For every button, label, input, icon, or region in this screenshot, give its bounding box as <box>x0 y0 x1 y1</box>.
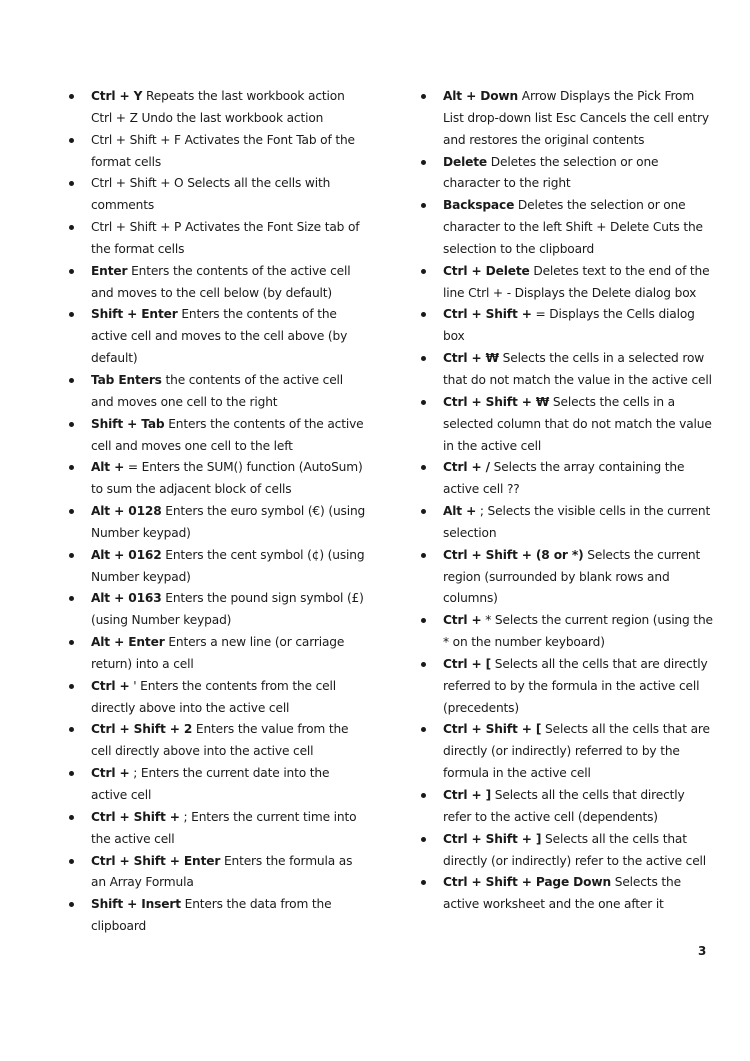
shortcut-description: the contents of the active cell and moves one cell to the right <box>91 372 344 409</box>
bullet-icon <box>69 859 74 864</box>
bullet-icon <box>421 203 426 208</box>
shortcut-key: Ctrl + Shift + 2 <box>91 722 193 737</box>
shortcut-description: Deletes text to the end of the line Ctrl + - Displays the Delete dialog box <box>443 263 710 300</box>
bullet-icon <box>69 684 74 689</box>
bullet-icon <box>421 618 426 623</box>
bullet-icon <box>69 94 74 99</box>
bullet-icon <box>421 793 426 798</box>
bullet-icon <box>421 662 426 667</box>
bullet-icon <box>421 94 426 99</box>
bullet-icon <box>69 422 74 427</box>
bullet-icon <box>421 727 426 732</box>
shortcut-description: Selects all the cells that directly refer to the active cell (dependents) <box>443 788 685 824</box>
list-item <box>91 763 366 807</box>
list-item <box>443 195 715 261</box>
shortcut-description: ' Enters the contents from the cell directly above into the active cell <box>91 678 336 715</box>
shortcut-key: Alt + <box>443 504 477 519</box>
bullet-icon <box>421 312 426 317</box>
shortcut-description: Enters the formula as an Array Formula <box>91 853 353 890</box>
list-item <box>91 588 366 632</box>
shortcut-list-left <box>91 86 366 938</box>
shortcut-list-right <box>443 86 715 916</box>
list-item <box>91 130 366 174</box>
list-item <box>91 86 366 130</box>
bullet-icon <box>69 509 74 514</box>
bullet-icon <box>421 400 426 405</box>
list-item <box>91 217 366 261</box>
list-item <box>91 807 366 851</box>
list-item <box>443 785 715 829</box>
shortcut-description: ; Selects the visible cells in the current selection <box>443 504 711 540</box>
list-item <box>443 392 715 458</box>
list-item <box>443 872 715 916</box>
shortcut-description: Enters the contents of the active cell and moves to the cell below (by default) <box>91 263 351 300</box>
shortcut-description: Enters the cent symbol (¢) (using Number keypad) <box>91 547 365 584</box>
shortcut-description: Enters the data from the clipboard <box>91 897 332 934</box>
list-item <box>443 654 715 720</box>
shortcut-key: Ctrl + Shift + <box>443 307 532 322</box>
shortcut-description: Enters the value from the cell directly above into the active cell <box>91 722 349 759</box>
shortcut-description: = Enters the SUM() function (AutoSum) to sum the adjacent block of cells <box>91 460 363 497</box>
shortcut-key: Alt + Down <box>443 89 519 103</box>
shortcut-key: Enter <box>91 263 128 278</box>
list-item <box>443 610 715 654</box>
list-item <box>443 545 715 611</box>
list-item <box>91 501 366 545</box>
list-item <box>91 545 366 589</box>
list-item <box>443 457 715 501</box>
bullet-icon <box>421 880 426 885</box>
list-item <box>91 457 366 501</box>
shortcut-description: Selects all the cells that are directly (or indirectly) referred to by the formula in the active cell <box>443 722 710 781</box>
bullet-icon <box>69 181 74 186</box>
shortcut-description: Enters the euro symbol (€) (using Number keypad) <box>91 504 366 540</box>
list-item <box>91 173 366 217</box>
shortcut-description: Selects all the cells that are directly referred to by the formula in the active cell (precedents) <box>443 656 708 715</box>
shortcut-description: Enters the contents of the active cell and moves one cell to the left <box>91 416 364 453</box>
bullet-icon <box>69 465 74 470</box>
list-item <box>91 414 366 458</box>
shortcut-key: Ctrl + / <box>443 460 490 475</box>
bullet-icon <box>421 837 426 842</box>
shortcut-key: Ctrl + Shift + Enter <box>91 853 221 868</box>
shortcut-key: Ctrl + <box>443 613 482 628</box>
shortcut-key: Shift + Tab <box>91 416 165 431</box>
shortcut-description: Repeats the last workbook action Ctrl + Z Undo the last workbook action <box>91 89 345 125</box>
shortcut-key: Tab Enters <box>91 372 162 387</box>
shortcut-key: Ctrl + Shift + Page Down <box>443 875 612 890</box>
shortcut-key: Alt + Enter <box>91 635 165 650</box>
shortcut-description: Ctrl + Shift + O Selects all the cells with comments <box>91 176 331 213</box>
shortcut-description: Enters the pound sign symbol (£) (using Number keypad) <box>91 591 364 628</box>
bullet-icon <box>421 269 426 274</box>
bullet-icon <box>421 509 426 514</box>
shortcut-description: ; Enters the current date into the active cell <box>91 766 330 802</box>
bullet-icon <box>69 727 74 732</box>
list-item <box>91 894 366 938</box>
list-item <box>91 719 366 763</box>
list-item <box>91 851 366 895</box>
list-item <box>443 829 715 873</box>
shortcut-description: Selects the cells in a selected row that do not match the value in the active cell <box>443 351 712 387</box>
bullet-icon <box>69 640 74 645</box>
shortcut-key: Ctrl + <box>91 678 130 693</box>
shortcut-key: Ctrl + Delete <box>443 263 530 278</box>
bullet-icon <box>69 138 74 143</box>
bullet-icon <box>69 378 74 383</box>
shortcut-key: Delete <box>443 154 488 169</box>
bullet-icon <box>69 225 74 230</box>
list-item <box>91 370 366 414</box>
shortcut-key: Ctrl + Shift + [ <box>443 722 542 737</box>
shortcut-key: Shift + Enter <box>91 307 178 322</box>
shortcut-key: Ctrl + ₩ <box>443 351 499 366</box>
shortcut-key: Ctrl + Shift + <box>91 809 180 824</box>
list-item <box>443 86 715 152</box>
shortcut-description: ; Enters the current time into the active cell <box>91 809 357 846</box>
list-item <box>443 152 715 196</box>
shortcut-key: Shift + Insert <box>91 897 181 912</box>
bullet-icon <box>69 771 74 776</box>
bullet-icon <box>421 160 426 165</box>
bullet-icon <box>421 356 426 361</box>
list-item <box>91 632 366 676</box>
bullet-icon <box>69 269 74 274</box>
shortcut-key: Ctrl + [ <box>443 656 492 671</box>
shortcut-key: Alt + 0162 <box>91 547 162 562</box>
list-item <box>443 348 715 392</box>
shortcut-key: Ctrl + Y <box>91 89 143 103</box>
shortcut-description: Selects the array containing the active cell ?? <box>443 460 685 497</box>
bullet-icon <box>69 596 74 601</box>
page-number: 3 <box>698 944 707 958</box>
shortcut-description: Ctrl + Shift + P Activates the Font Size tab of the format cells <box>91 220 360 256</box>
bullet-icon <box>69 902 74 907</box>
shortcut-description: Selects the current region (surrounded by blank rows and columns) <box>443 547 701 606</box>
shortcut-key: Ctrl + ] <box>443 788 492 802</box>
list-item <box>443 261 715 305</box>
shortcut-description: Arrow Displays the Pick From List drop-down list Esc Cancels the cell entry and restores the original contents <box>443 89 709 147</box>
shortcut-description: Selects the active worksheet and the one after it <box>443 875 681 912</box>
shortcut-key: Ctrl + Shift + ] <box>443 831 542 846</box>
bullet-icon <box>421 465 426 470</box>
shortcut-description: * Selects the current region (using the * on the number keyboard) <box>443 613 713 650</box>
shortcut-description: Enters the contents of the active cell and moves to the cell above (by default) <box>91 307 348 366</box>
shortcut-description: Ctrl + Shift + F Activates the Font Tab of the format cells <box>91 132 355 169</box>
list-item <box>91 304 366 370</box>
shortcut-key: Ctrl + Shift + (8 or *) <box>443 547 584 562</box>
shortcut-description: Deletes the selection or one character to the right <box>443 154 659 191</box>
list-item <box>91 261 366 305</box>
shortcut-key: Ctrl + <box>91 766 130 781</box>
list-item <box>443 501 715 545</box>
shortcut-key: Ctrl + Shift + ₩ <box>443 394 550 409</box>
shortcut-key: Alt + <box>91 460 125 475</box>
list-item <box>443 304 715 348</box>
shortcut-description: = Displays the Cells dialog box <box>443 307 695 344</box>
bullet-icon <box>69 815 74 820</box>
bullet-icon <box>69 553 74 558</box>
shortcut-key: Backspace <box>443 198 515 213</box>
list-item <box>443 719 715 785</box>
shortcut-description: Selects the cells in a selected column that do not match the value in the active cell <box>443 394 712 453</box>
shortcut-description: Selects all the cells that directly (or indirectly) refer to the active cell <box>443 831 707 868</box>
shortcut-description: Enters a new line (or carriage return) into a cell <box>91 635 345 671</box>
shortcut-key: Alt + 0163 <box>91 591 162 606</box>
bullet-icon <box>69 312 74 317</box>
list-item <box>91 676 366 720</box>
shortcut-description: Deletes the selection or one character to the left Shift + Delete Cuts the selection to the clipboard <box>443 198 703 256</box>
bullet-icon <box>421 553 426 558</box>
shortcut-key: Alt + 0128 <box>91 504 162 519</box>
